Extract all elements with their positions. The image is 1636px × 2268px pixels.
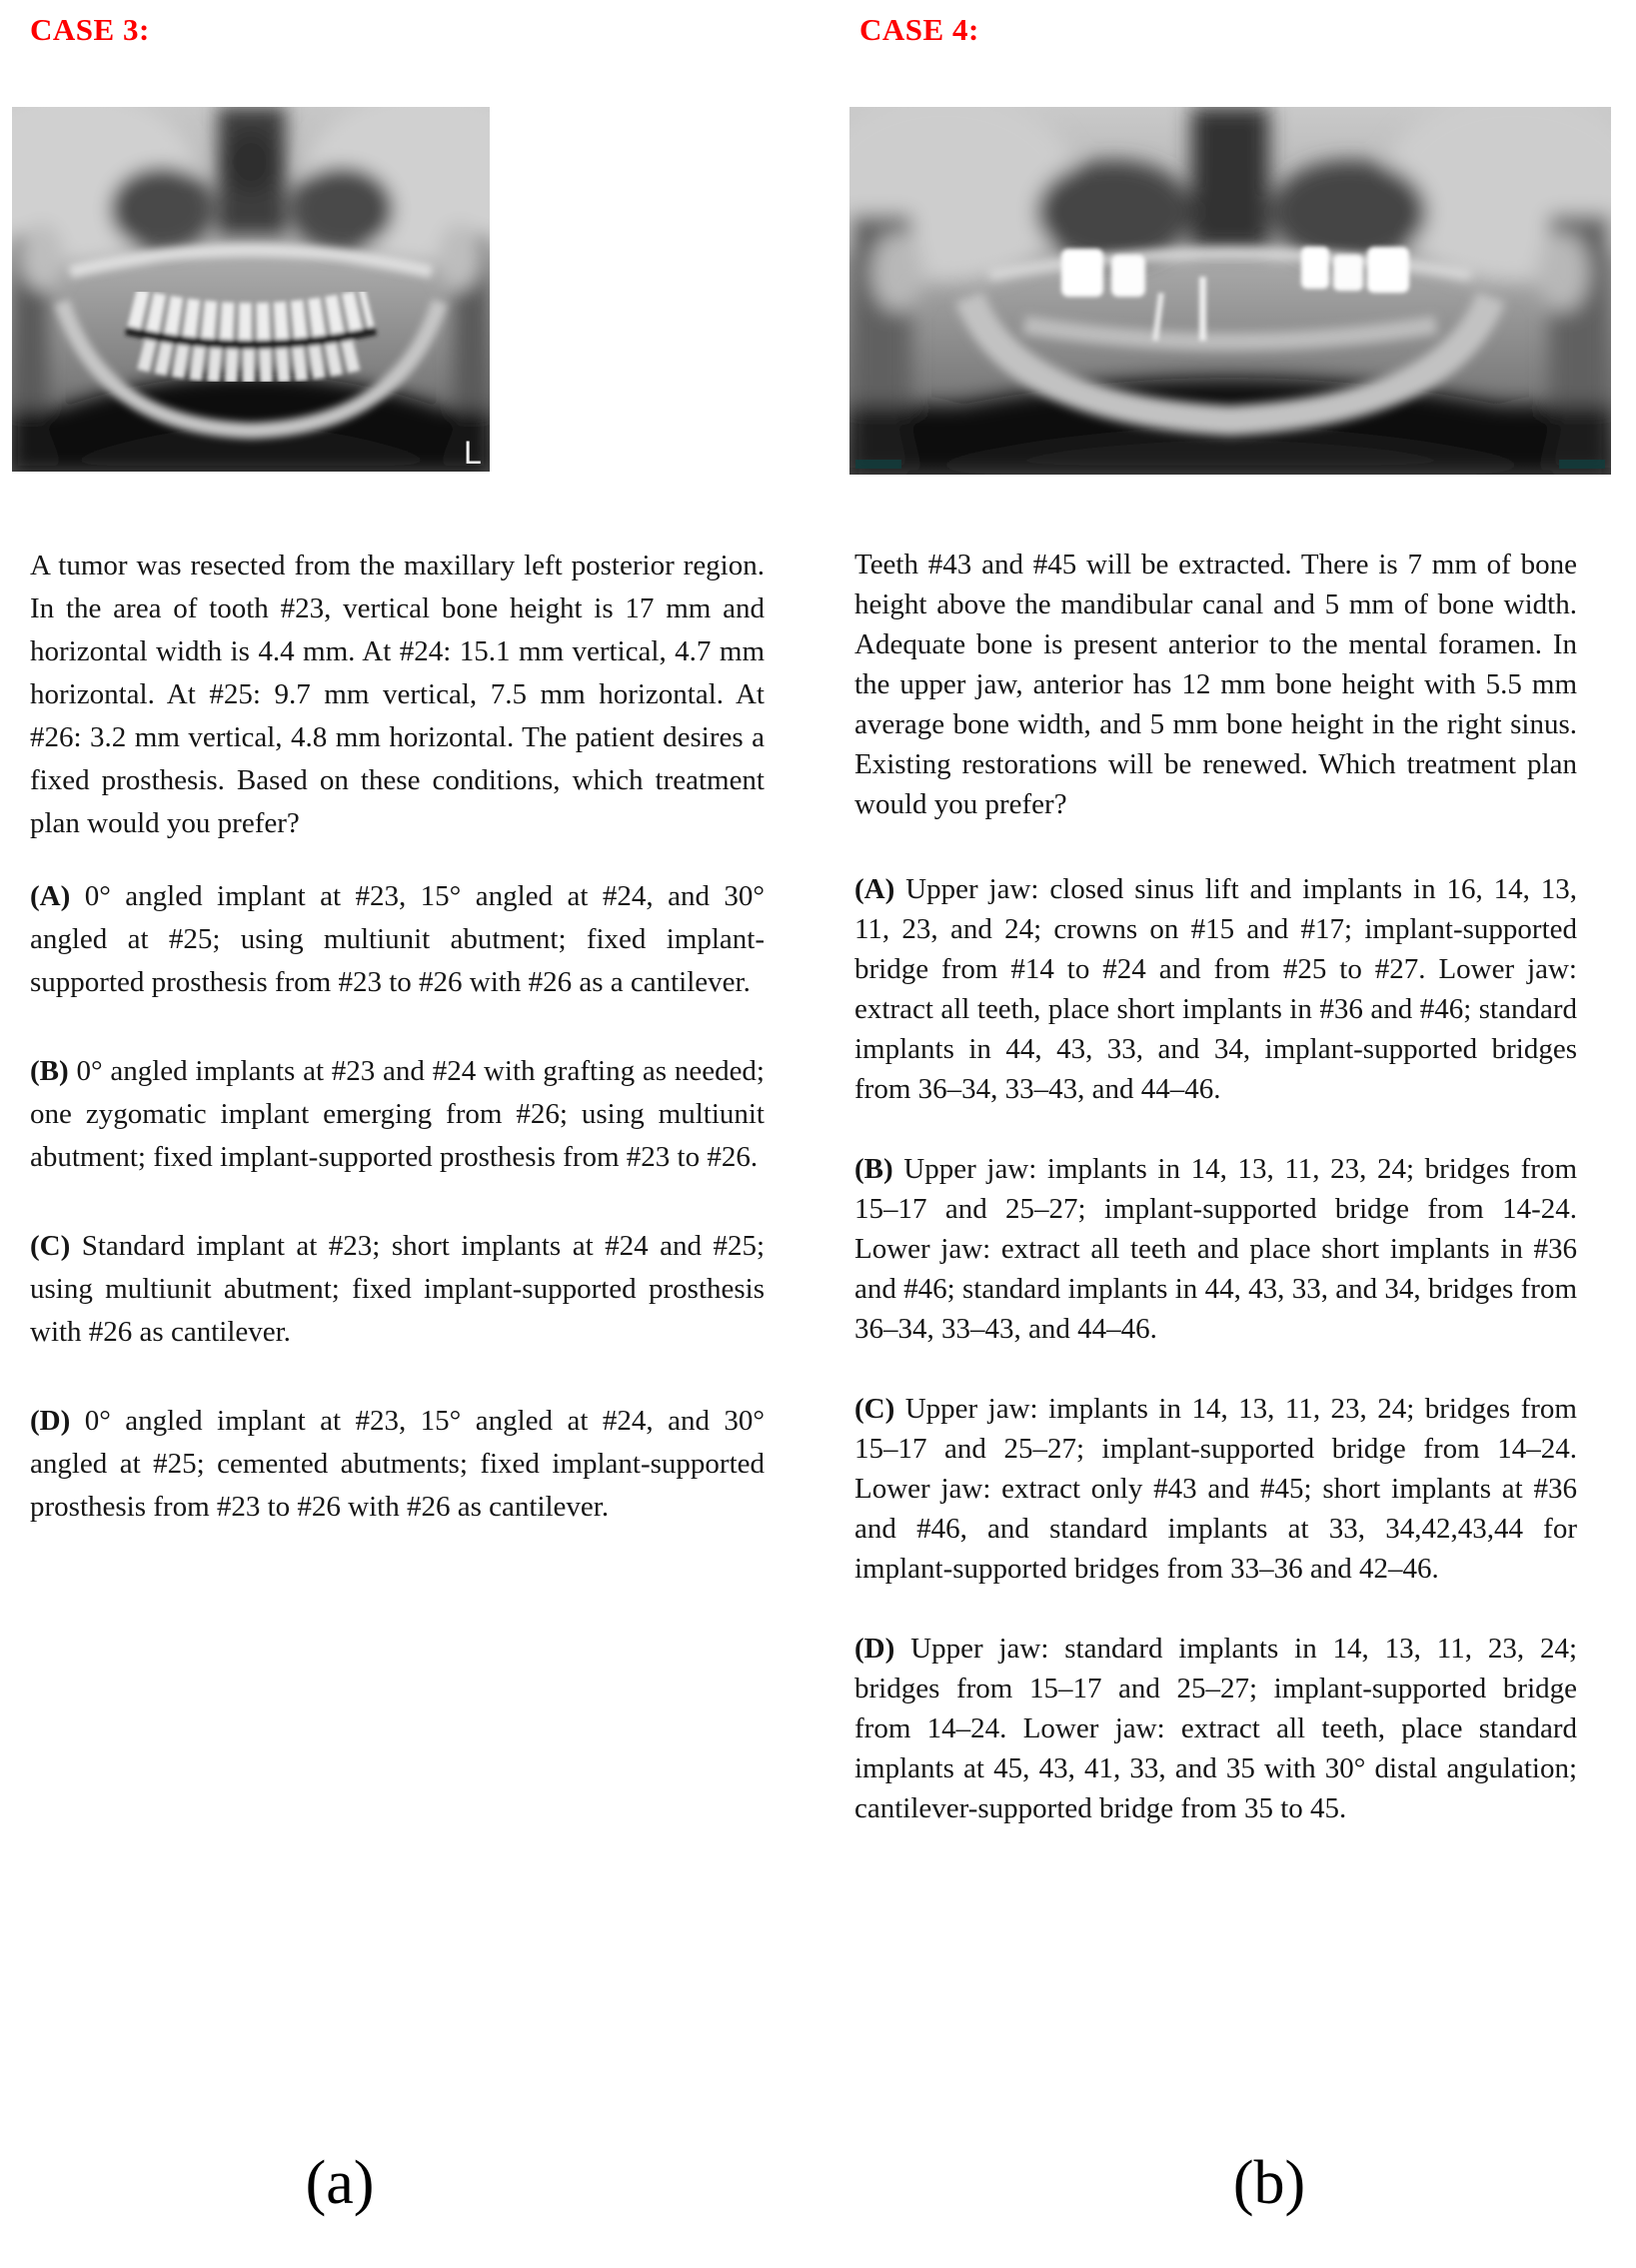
option-d-text: Upper jaw: standard implants in 14, 13, 11, 23, 24; bridges from 15–17 and 25–27; implant-supported bridge from 14–24. Lower jaw: extract all teeth, place standard implants at 45, 43, 41, 33, and 35 with 30° distal angulation; cantilever-supported bridge from 35 to 45. [854,1633,1577,1824]
option-c-label: (C) [854,1393,895,1425]
option-a-label: (A) [30,880,71,912]
option-a-text: Upper jaw: closed sinus lift and implants in 16, 14, 13, 11, 23, and 24; crowns on #15 and #17; implant-supported bridge from #14 to #24 and from #25 to #27. Lower jaw: extract all teeth, place short implants in #36 and #46; standard implants in 44, 43, 33, and 34, implant-supported bridges from 36–34, 33–43, and 44–46. [854,873,1577,1105]
option-d-text: 0° angled implant at #23, 15° angled at #24, and 30° angled at #25; cemented abutments; fixed implant-supported prosthesis from #23 to #26 with #26 as cantilever. [30,1405,766,1523]
option-a-text: 0° angled implant at #23, 15° angled at #24, and 30° angled at #25; using multiunit abutment; fixed implant-supported prosthesis from #23 to #26 with #26 as a cantilever. [30,880,766,998]
case3-option-a [30,875,765,1004]
case4-intro-paragraph: Teeth #43 and #45 will be extracted. There is 7 mm of bone height above the mandibular canal and 5 mm of bone width. Adequate bone is present anterior to the mental foramen. In the upper jaw, anterior has 12 mm bone height with 5.5 mm average bone width, and 5 mm bone height in the right sinus. Existing restorations will be renewed. Which treatment plan would you prefer? [854,549,1577,820]
option-c-text: Standard implant at #23; short implants at #24 and #25; using multiunit abutment; fixed implant-supported prosthesis with #26 as cantilever. [30,1230,765,1348]
option-d-label: (D) [854,1633,895,1665]
case4-text-column [854,545,1577,1868]
option-b-text: 0° angled implants at #23 and #24 with grafting as needed; one zygomatic implant emerging from #26; using multiunit abutment; fixed implant-supported prosthesis from #23 to #26. [30,1055,765,1173]
case4-heading: CASE 4: [859,12,979,47]
option-b-label: (B) [854,1153,893,1185]
case4-option-b [854,1149,1577,1349]
option-d-label: (D) [30,1405,71,1437]
case4-option-c [854,1389,1577,1589]
case3-option-b [30,1050,765,1179]
option-c-label: (C) [30,1230,71,1262]
option-c-text: Upper jaw: implants in 14, 13, 11, 23, 24; bridges from 15–17 and 25–27; implant-supported bridge from 14–24. Lower jaw: extract only #43 and #45; short implants at #36 and #46, and standard implants at 33, 34,42,43,44 for implant-supported bridges from 33–36 and 42–46. [854,1393,1577,1585]
case3-panoramic-xray-image [12,107,490,472]
corner-annotation-right [1559,460,1605,469]
case3-text-column [30,545,765,1575]
case3-option-c [30,1225,765,1354]
option-b-label: (B) [30,1055,69,1087]
case3-heading: CASE 3: [30,12,150,47]
option-a-label: (A) [854,873,895,905]
option-b-text: Upper jaw: implants in 14, 13, 11, 23, 24; bridges from 15–17 and 25–27; implant-supported bridge from 14-24. Lower jaw: extract all teeth and place short implants in #36 and #46; standard implants in 44, 43, 33, and 34, bridges from 36–34, 33–43, and 44–46. [854,1153,1578,1345]
case3-option-d [30,1400,765,1529]
case4-panoramic-xray-image [849,107,1611,475]
case4-option-d [854,1629,1577,1828]
panel-label-a: (a) [305,2149,375,2217]
panel-label-b: (b) [1232,2149,1306,2217]
case3-intro-paragraph: A tumor was resected from the maxillary left posterior region. In the area of tooth #23, vertical bone height is 17 mm and horizontal width is 4.4 mm. At #24: 15.1 mm vertical, 4.7 mm horizontal. At #25: 9.7 mm vertical, 7.5 mm horizontal. At #26: 3.2 mm vertical, 4.8 mm horizontal. The patient desires a fixed prosthesis. Based on these conditions, which treatment plan would you prefer? [30,550,765,839]
xray-left-side-marker: L [464,435,482,471]
corner-annotation-left [855,460,901,469]
case4-option-a [854,869,1577,1109]
